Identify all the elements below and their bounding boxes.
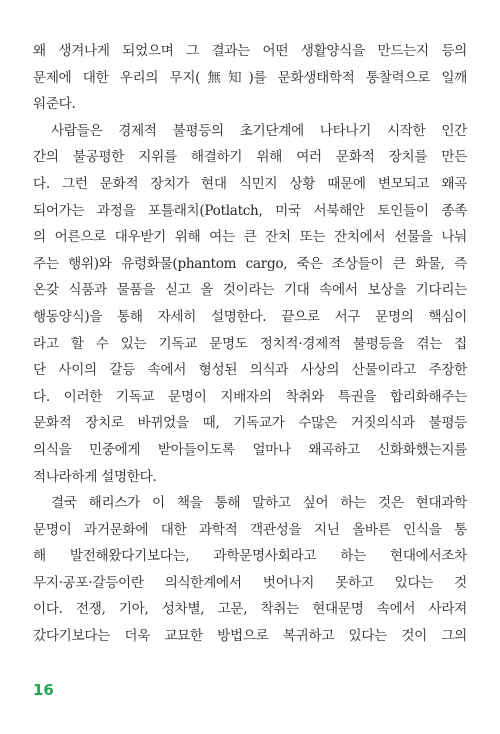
text-line: 의식을 민중에게 받아들이도록 얼마나 왜곡하고 신화화했는지를 — [33, 441, 467, 458]
text-line: 무지·공포·갈등이란 의식한계에서 벗어나지 못하고 있다는 것 — [33, 574, 467, 591]
text-line: 왜 생겨나게 되었으며 그 결과는 어떤 생활양식을 만드는지 등의 — [33, 43, 467, 59]
paragraph-1 — [33, 38, 467, 118]
text-line: 적나라하게 설명한다. — [33, 468, 157, 485]
text-line: 해 발전해왔다기보다는, 과학문명사회라고 하는 현대에서조차 — [33, 548, 467, 565]
text-line: 문화적 장치로 바뀌었을 때, 기독교가 수많은 거짓의식과 불평등 — [33, 415, 467, 432]
text-line: 사람들은 경제적 불평등의 초기단계에 나타나기 시작한 인간 — [51, 122, 467, 139]
text-line: 문명이 과거문화에 대한 과학적 객관성을 지닌 올바른 인식을 통 — [33, 521, 467, 538]
text-line: 워준다. — [33, 96, 76, 113]
text-line: 갔다기보다는 더욱 교묘한 방법으로 복귀하고 있다는 것이 그의 — [33, 628, 467, 645]
text-line: 되어가는 과정을 포틀래치(Potlatch, 미국 서북해안 토인들이 종족 — [33, 202, 467, 219]
text-line: 간의 불공평한 지위를 해결하기 위해 여러 문화적 장치를 만든 — [33, 149, 467, 166]
text-line: 다. 이러한 기독교 문명이 지배자의 착취와 특권을 합리화해주는 — [33, 388, 467, 405]
page-number: 16 — [33, 681, 54, 699]
text-line: 다. 그런 문화적 장치가 현대 식민지 상황 때문에 변모되고 왜곡 — [33, 175, 467, 192]
text-line: 온갖 식품과 물품을 싣고 올 것이라는 기대 속에서 보상을 기다리는 — [33, 282, 467, 299]
paragraph-2 — [33, 118, 467, 490]
text-line: 문제에 대한 우리의 무지(無知)를 문화생태학적 통찰력으로 일깨 — [33, 69, 467, 86]
text-line: 의 어른으로 대우받기 위해 여는 큰 잔치 또는 잔치에서 선물을 나눠 — [33, 229, 467, 246]
body-text — [33, 38, 467, 650]
paragraph-3 — [33, 490, 467, 650]
text-line: 이다. 전쟁, 기아, 성차별, 고문, 착취는 현대문명 속에서 사라져 — [33, 601, 467, 618]
text-line: 행동양식)을 통해 자세히 설명한다. 끝으로 서구 문명의 핵심이 — [33, 308, 467, 325]
text-line: 결국 해리스가 이 책을 통해 말하고 싶어 하는 것은 현대과학 — [51, 495, 467, 512]
text-line: 라고 할 수 있는 기독교 문명도 정치적·경제적 불평등을 겪는 집 — [33, 335, 467, 352]
text-line: 주는 행위)와 유령화물(phantom cargo, 죽은 조상들이 큰 화물, 즉 — [33, 255, 467, 272]
text-line: 단 사이의 갈등 속에서 형성된 의식과 사상의 산물이라고 주장한 — [33, 362, 467, 379]
